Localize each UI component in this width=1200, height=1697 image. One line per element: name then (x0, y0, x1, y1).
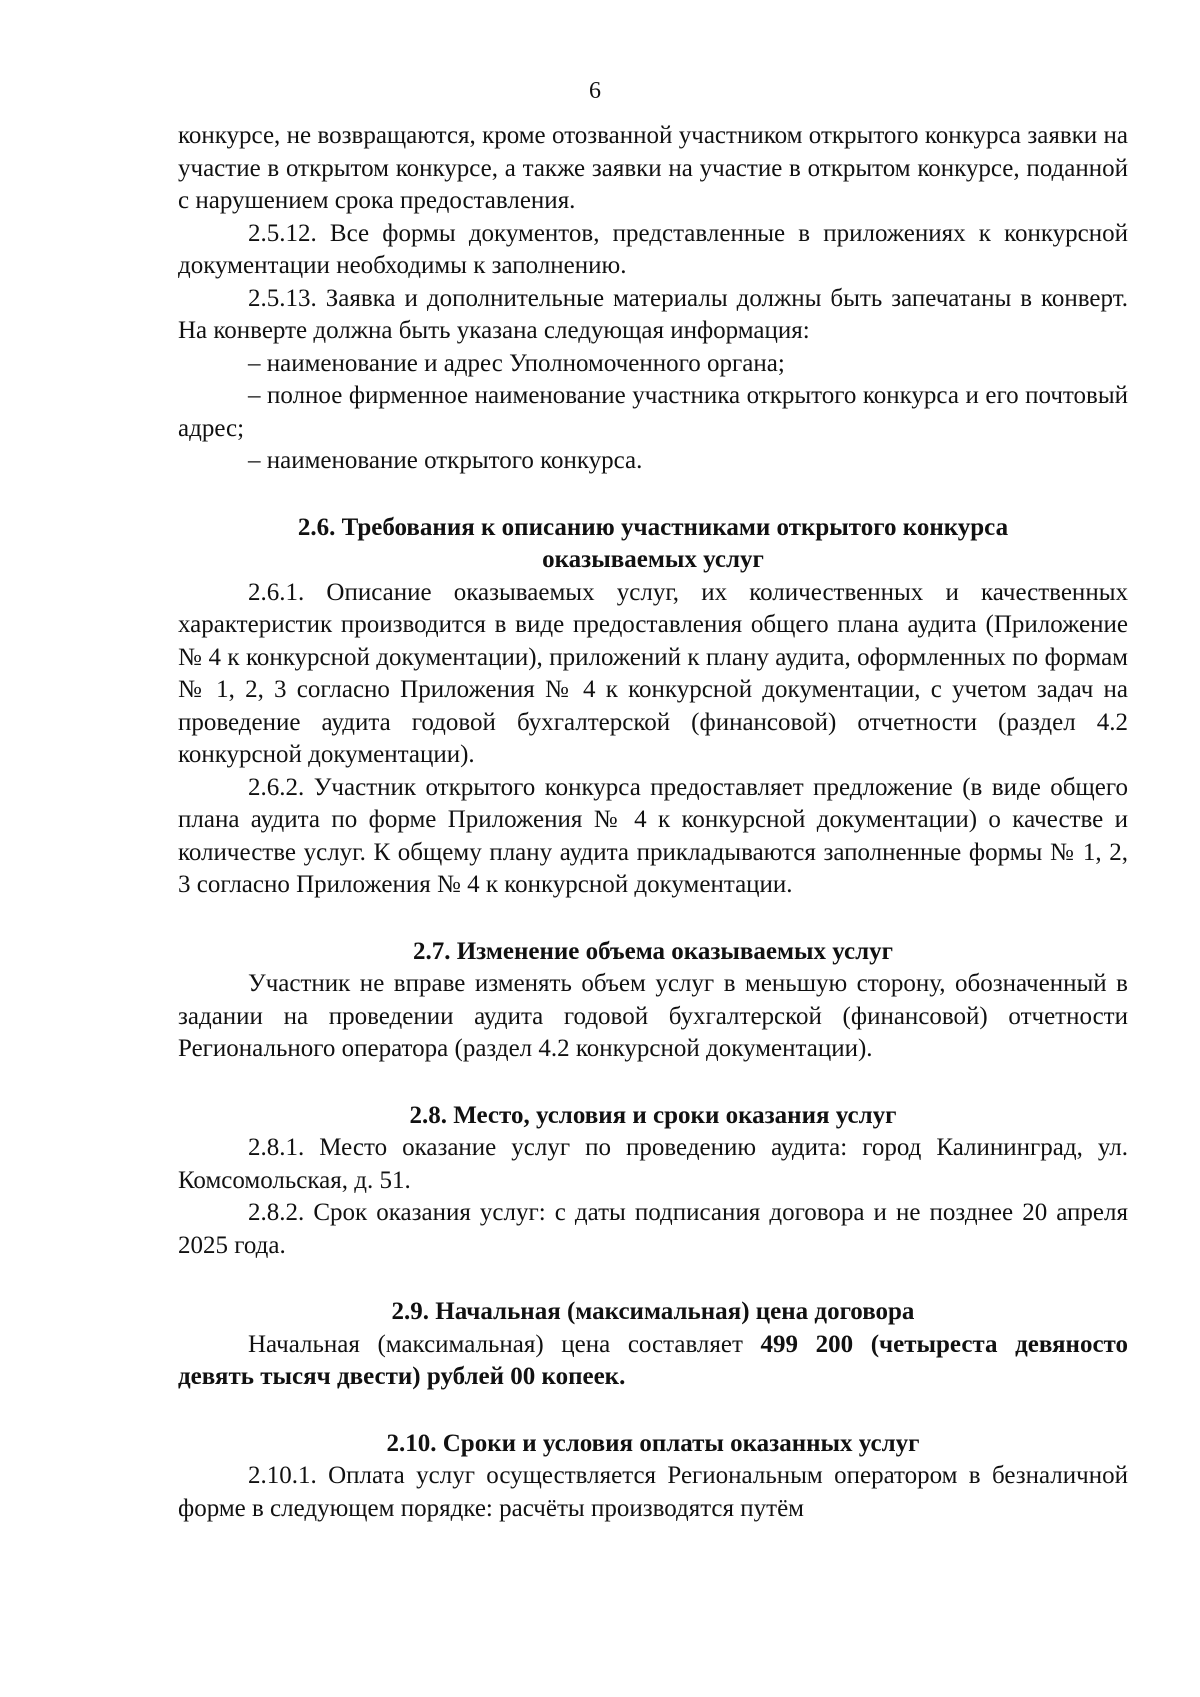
paragraph-2-6-2: 2.6.2. Участник открытого конкурса предоставляет предложение (в виде общего плана аудита по форме Приложения № 4 к конкурсной документации) о качестве и количестве услуг. К общему плану аудита прикладываются заполненные формы № 1, 2, 3 согласно Приложения № 4 к конкурсной документации. (178, 773, 1128, 898)
paragraph-2-9 (178, 1329, 1128, 1394)
paragraph-2-5-13: 2.5.13. Заявка и дополнительные материалы должны быть запечатаны в конверт. На конверте должна быть указана следующая информация: (178, 284, 1128, 344)
paragraph-2-8-2: 2.8.2. Срок оказания услуг: с даты подписания договора и не позднее 20 апреля 2025 года. (178, 1199, 1128, 1259)
envelope-item: – наименование открытого конкурса. (248, 447, 643, 474)
paragraph-2-8-1: 2.8.1. Место оказание услуг по проведению аудита: город Калининград, ул. Комсомольская, д. 51. (178, 1134, 1128, 1194)
section-2-9-heading: 2.9. Начальная (максимальная) цена договора (391, 1298, 915, 1325)
section-2-6-heading (178, 512, 1128, 577)
section-2-6-heading-line2: оказываемых услуг (542, 546, 764, 573)
section-2-7-heading: 2.7. Изменение объема оказываемых услуг (412, 937, 894, 965)
price-amount: 499 200 (четыреста девяносто девять тысяч двести) рублей 00 копеек. (178, 1330, 1128, 1390)
paragraph-2-7: Участник не вправе изменять объем услуг в меньшую сторону, обозначенный в задании на проведении аудита годовой бухгалтерской (финансовой) отчетности Регионального оператора (раздел 4.2 конкурсной документации). (178, 970, 1128, 1062)
section-2-8-heading: 2.8. Место, условия и сроки оказания услуг (409, 1101, 897, 1129)
intro-paragraph: конкурсе, не возвращаются, кроме отозванной участником открытого конкурса заявки на участие в открытом конкурсе, а также заявки на участие в открытом конкурсе, поданной с нарушением срока предоставления. (178, 122, 1128, 214)
page-number: 6 (589, 78, 601, 104)
paragraph-2-6-1: 2.6.1. Описание оказываемых услуг, их количественных и качественных характеристик производится в виде предоставления общего плана аудита (Приложение № 4 к конкурсной документации), приложений к плану аудита, оформленных по формам № 1, 2, 3 согласно Приложения № 4 к конкурсной документации, с учетом задач на проведение аудита годовой бухгалтерской (финансовой) отчетности (раздел 4.2 конкурсной документации). (178, 578, 1128, 768)
section-2-6-heading-line1: 2.6. Требования к описанию участниками открытого конкурса (297, 513, 1009, 541)
envelope-item: – наименование и адрес Уполномоченного органа; (248, 349, 785, 377)
paragraph-2-5-12: 2.5.12. Все формы документов, представленные в приложениях к конкурсной документации необходимы к заполнению. (178, 219, 1128, 279)
price-text: Начальная (максимальная) цена составляет (248, 1330, 761, 1358)
section-2-10-heading: 2.10. Сроки и условия оплаты оказанных услуг (386, 1429, 920, 1457)
page-content (178, 120, 1128, 1525)
envelope-item: – полное фирменное наименование участника открытого конкурса и его почтовый адрес; (178, 382, 1128, 442)
paragraph-2-10-1: 2.10.1. Оплата услуг осуществляется Региональным оператором в безналичной форме в следующем порядке: расчёты производятся путём (178, 1462, 1128, 1522)
